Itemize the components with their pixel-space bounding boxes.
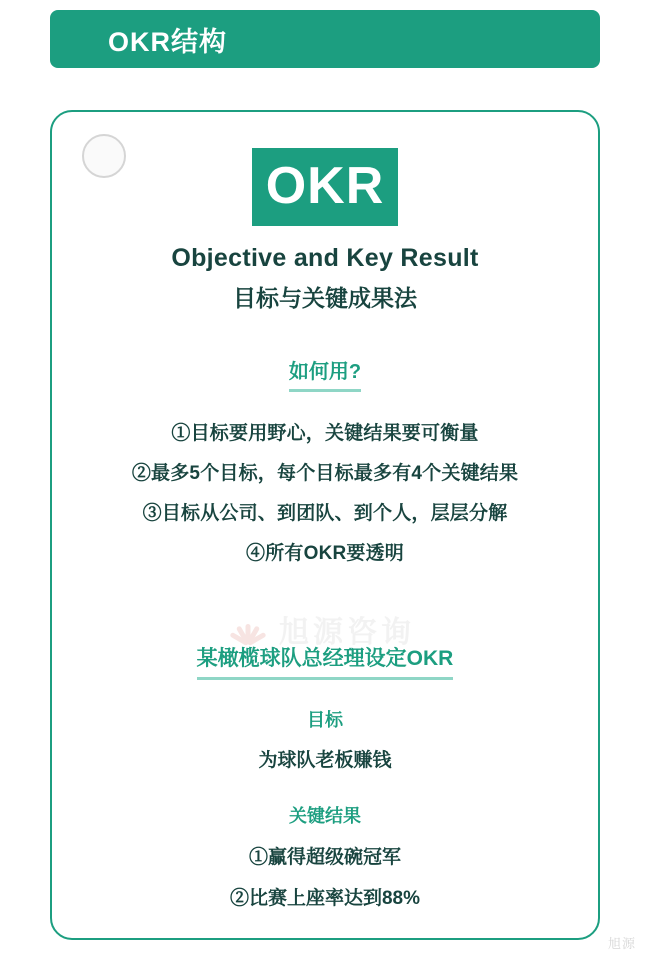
okr-subtitle-cn: 目标与关键成果法 (233, 285, 417, 311)
okr-logo: OKR (252, 148, 399, 226)
example-heading: 某橄榄球队总经理设定OKR (197, 642, 454, 680)
usage-item: ④所有OKR要透明 (245, 543, 405, 564)
objective-label: 目标 (307, 710, 343, 730)
okr-logo-wrap (52, 148, 598, 226)
card-content (52, 112, 598, 910)
objective-value: 为球队老板赚钱 (258, 750, 392, 771)
key-result-item: ②比赛上座率达到88% (229, 888, 421, 909)
usage-item: ①目标要用野心，关键结果要可衡量 (171, 423, 479, 444)
page-title: OKR结构 (108, 26, 227, 57)
content-card (50, 110, 600, 940)
usage-item: ③目标从公司、到团队、到个人，层层分解 (142, 503, 508, 524)
watermark-text: 旭源咨询 (279, 616, 415, 649)
header-bar (50, 10, 600, 68)
okr-subtitle-en: Objective and Key Result (171, 244, 479, 272)
key-result-item: ①赢得超级碗冠军 (248, 847, 401, 868)
usage-item: ②最多5个目标，每个目标最多有4个关键结果 (131, 463, 519, 484)
corner-watermark: 旭源 (607, 936, 636, 951)
key-result-label: 关键结果 (289, 806, 361, 826)
usage-list (52, 418, 598, 565)
usage-heading: 如何用? (289, 355, 361, 392)
